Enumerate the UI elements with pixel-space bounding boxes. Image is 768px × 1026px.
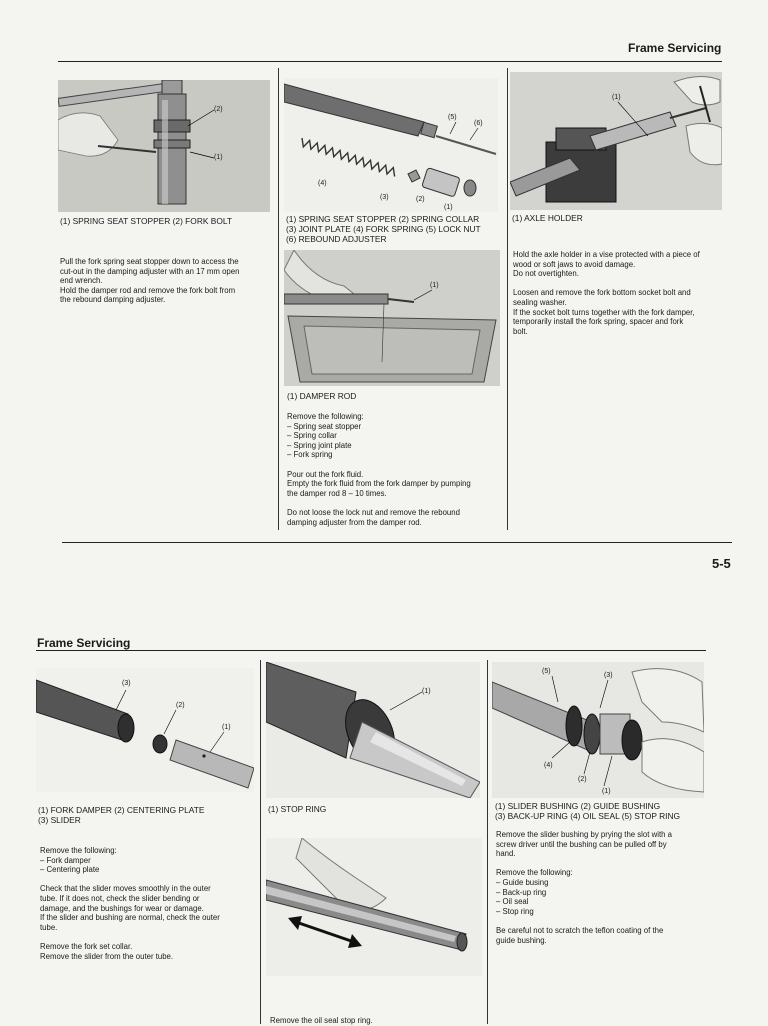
header-rule — [58, 61, 722, 62]
callout-3: (3) — [604, 672, 613, 679]
callout-5: (5) — [448, 114, 457, 121]
photo-fork-bolt — [58, 80, 270, 212]
column-divider — [260, 660, 261, 1024]
header-rule — [36, 650, 706, 651]
instruction-text: Remove the slider bushing by prying the slot with a screw driver until the bushing can be pulled off by hand. Remove the following: – Guide busing – Back-up ring – Oil seal – Stop ring Be careful not to scratch the teflon coating of the guide bushing. — [496, 830, 672, 945]
photo-axle-holder — [510, 72, 722, 210]
photo-damper-rod — [284, 250, 500, 386]
callout-1: (1) — [444, 204, 453, 211]
callout-4: (4) — [544, 762, 553, 769]
callout-6: (6) — [474, 120, 483, 127]
figure-caption: (1) STOP RING — [268, 804, 327, 814]
page-header: Frame Servicing — [628, 41, 722, 55]
callout-1: (1) — [430, 282, 439, 289]
photo-slider-removal — [266, 838, 482, 976]
callout-1: (1) — [214, 154, 223, 161]
page-number: 5-5 — [712, 556, 731, 571]
instruction-text: Pull the fork spring seat stopper down to access the cut-out in the damping adjuster with an 17 mm open end wrench. Hold the damper rod and remove the fork bolt from the rebound damping adjuster. — [60, 257, 240, 305]
instruction-text: Remove the following: – Fork damper – Centering plate Check that the slider moves smoothly in the outer tube. If it does not, check the slider bending or damage, and the bushings for wear or damage. If the slider and bushing are normal, check the outer tube. Remove the fork set collar. Remove the slider from the outer tube. — [40, 846, 220, 961]
callout-3: (3) — [380, 194, 389, 201]
figure-caption: (1) SPRING SEAT STOPPER (2) SPRING COLLAR (3) JOINT PLATE (4) FORK SPRING (5) LOCK NUT (6) REBOUND ADJUSTER — [286, 214, 481, 244]
callout-4: (4) — [318, 180, 327, 187]
callout-5: (5) — [542, 668, 551, 675]
page-header: Frame Servicing — [37, 636, 131, 650]
callout-2: (2) — [578, 776, 587, 783]
instruction-text: Hold the axle holder in a vise protected with a piece of wood or soft jaws to avoid damage. Do not overtighten. Loosen and remove the fork bottom socket bolt and sealing washer. If the socket bolt turns together with the fork damper, temporarily install the fork spring, spacer and fork bolt. — [513, 250, 700, 336]
photo-bushings — [492, 662, 704, 798]
figure-caption: (1) AXLE HOLDER — [512, 213, 583, 223]
callout-1: (1) — [612, 94, 621, 101]
column-divider — [487, 660, 488, 1024]
instruction-text: Remove the following: – Spring seat stopper – Spring collar – Spring joint plate – Fork spring Pour out the fork fluid. Empty the fork fluid from the fork damper by pumping the damper rod 8 – 10 times. Do not loose the lock nut and remove the rebound damping adjuster from the damper rod. — [287, 412, 471, 527]
column-divider — [278, 68, 279, 530]
photo-fork-parts — [284, 78, 498, 212]
figure-caption: (1) FORK DAMPER (2) CENTERING PLATE (3) SLIDER — [38, 805, 205, 825]
callout-1: (1) — [422, 688, 431, 695]
callout-3: (3) — [122, 680, 131, 687]
footer-rule — [62, 542, 732, 543]
photo-stop-ring — [266, 662, 480, 798]
callout-2: (2) — [176, 702, 185, 709]
callout-2: (2) — [416, 196, 425, 203]
figure-caption: (1) SLIDER BUSHING (2) GUIDE BUSHING (3) BACK-UP RING (4) OIL SEAL (5) STOP RING — [495, 801, 681, 821]
figure-caption: (1) SPRING SEAT STOPPER (2) FORK BOLT — [60, 216, 233, 226]
column-divider — [507, 68, 508, 530]
figure-caption: (1) DAMPER ROD — [287, 391, 357, 401]
callout-2: (2) — [214, 106, 223, 113]
photo-fork-damper — [36, 668, 254, 792]
instruction-text: Remove the oil seal stop ring. — [270, 1016, 373, 1025]
callout-1: (1) — [602, 788, 611, 795]
callout-1: (1) — [222, 724, 231, 731]
